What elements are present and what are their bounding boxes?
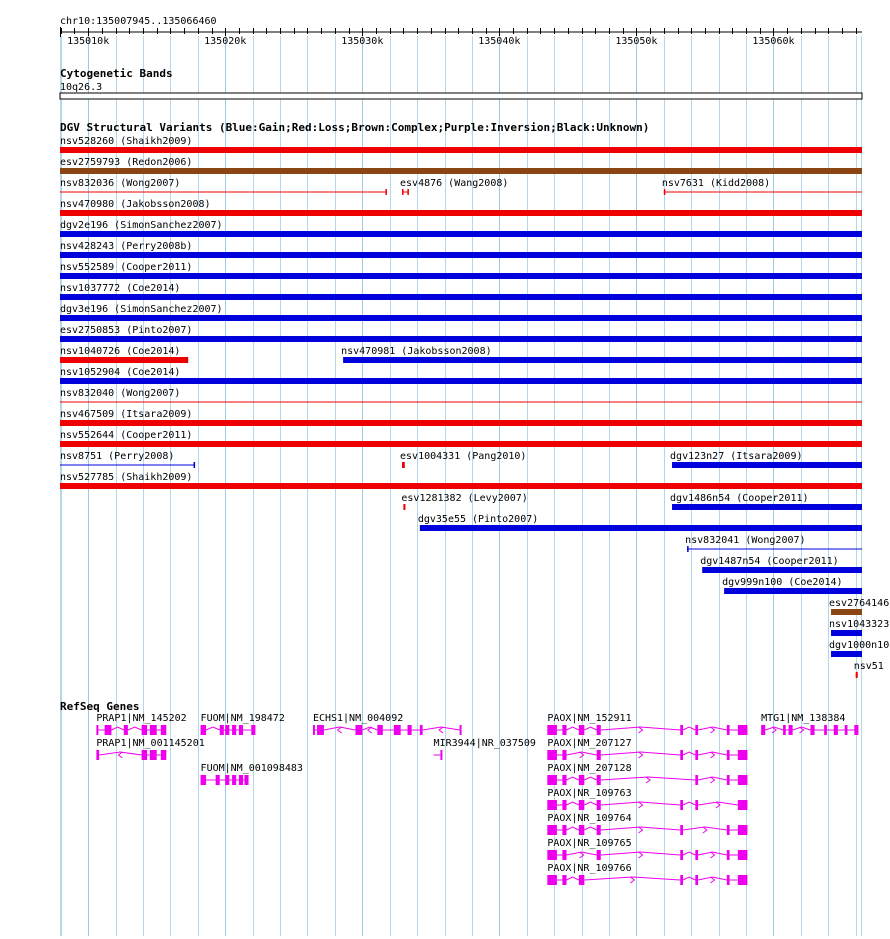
gene-exon: [562, 750, 566, 760]
gene-strand-arrow: [639, 752, 643, 758]
gene-label: FUOM|NM_198472: [200, 713, 285, 724]
gene-exon: [597, 850, 601, 860]
gene-model[interactable]: [761, 713, 858, 735]
gene-exon: [562, 725, 566, 735]
sv-feature-bar[interactable]: [403, 504, 405, 510]
sv-feature[interactable]: [60, 409, 862, 426]
refseq-genes: [96, 713, 858, 885]
sv-feature-endcap: [664, 189, 666, 195]
gene-intron: [206, 727, 220, 730]
sv-feature[interactable]: [700, 556, 862, 573]
sv-feature-endcap: [402, 189, 404, 195]
sv-feature-label: dgv2e196 (SimonSanchez2007): [60, 220, 223, 231]
gene-strand-arrow: [710, 752, 714, 758]
sv-feature[interactable]: [400, 451, 526, 468]
ruler-tick-label: 135060k: [752, 36, 795, 47]
sv-feature[interactable]: [662, 178, 862, 195]
gene-intron: [567, 777, 579, 780]
gene-exon: [727, 725, 730, 735]
gene-exon: [680, 800, 683, 810]
gene-exon: [239, 725, 243, 735]
sv-feature-endcap: [407, 189, 409, 195]
gene-exon: [597, 825, 601, 835]
gene-strand-arrow: [639, 802, 643, 808]
sv-feature-label: dgv1486n54 (Cooper2011): [670, 493, 809, 504]
ruler-tick-label: 135030k: [341, 36, 384, 47]
gene-exon: [150, 725, 157, 735]
sv-feature[interactable]: [670, 451, 862, 468]
gene-exon: [232, 725, 236, 735]
gene-exon: [547, 800, 557, 810]
sv-feature-bar[interactable]: [60, 378, 862, 384]
sv-feature-bar[interactable]: [672, 504, 862, 510]
gene-exon: [738, 725, 748, 735]
sv-feature[interactable]: [685, 535, 862, 552]
gene-exon: [845, 725, 848, 735]
gene-model[interactable]: [201, 763, 303, 785]
sv-feature-bar[interactable]: [60, 294, 862, 300]
gene-exon: [547, 825, 557, 835]
sv-feature[interactable]: [401, 493, 527, 510]
sv-feature[interactable]: [60, 430, 862, 447]
sv-feature-label: nsv7631 (Kidd2008): [661, 178, 771, 189]
sv-feature[interactable]: [60, 283, 862, 300]
sv-feature[interactable]: [60, 262, 862, 279]
gene-exon: [727, 775, 730, 785]
sv-feature-endcap: [194, 462, 196, 468]
gene-exon: [579, 825, 584, 835]
gene-exon: [420, 725, 423, 735]
sv-feature[interactable]: [829, 619, 889, 636]
gene-model[interactable]: [434, 738, 536, 760]
gene-strand-arrow: [338, 727, 342, 733]
sv-feature-bar[interactable]: [60, 210, 862, 216]
gene-exon: [579, 725, 584, 735]
gene-exon: [695, 800, 698, 810]
gene-model[interactable]: [547, 763, 747, 785]
gene-exon: [680, 750, 683, 760]
gene-label: PAOX|NR_109766: [547, 863, 632, 874]
gene-exon: [220, 725, 224, 735]
gene-exon: [547, 750, 557, 760]
refseq-track-title: RefSeq Genes: [60, 700, 140, 713]
sv-feature-bar[interactable]: [702, 567, 862, 573]
gene-model[interactable]: [547, 738, 747, 760]
gene-exon: [547, 850, 557, 860]
sv-feature[interactable]: [60, 388, 862, 403]
gene-exon: [408, 725, 412, 735]
gene-intron: [567, 877, 579, 880]
gene-exon: [547, 725, 557, 735]
gene-exon: [738, 825, 748, 835]
gene-intron: [683, 752, 695, 755]
ruler-ticks: [61, 27, 857, 47]
sv-feature-bar[interactable]: [856, 672, 858, 678]
locus-label: chr10:135007945..135066460: [60, 16, 217, 27]
sv-feature-endcap: [385, 189, 387, 195]
sv-feature-label: nsv1052904 (Coe2014): [60, 367, 181, 378]
sv-feature-bar[interactable]: [664, 192, 862, 193]
gene-model[interactable]: [96, 713, 186, 735]
gene-exon: [727, 875, 730, 885]
sv-feature-bar[interactable]: [60, 357, 188, 363]
gene-exon: [579, 775, 584, 785]
gene-exon: [695, 875, 698, 885]
cytoband-bar[interactable]: [60, 93, 862, 99]
sv-feature-bar[interactable]: [60, 168, 862, 174]
sv-feature[interactable]: [60, 325, 862, 342]
sv-feature-bar[interactable]: [60, 441, 862, 447]
gene-exon: [562, 875, 566, 885]
gene-label: PRAP1|NM_145202: [96, 713, 187, 724]
gene-exon: [695, 775, 698, 785]
sv-feature-label: nsv552589 (Cooper2011): [60, 262, 193, 273]
gene-intron: [567, 802, 579, 805]
gene-intron: [128, 727, 142, 730]
sv-feature-bar[interactable]: [672, 462, 862, 468]
gene-exon: [761, 725, 765, 735]
sv-feature-bar[interactable]: [60, 315, 862, 321]
sv-feature-label: nsv470980 (Jakobsson2008): [60, 199, 211, 210]
gene-model[interactable]: [547, 838, 747, 860]
sv-feature-bar[interactable]: [420, 525, 862, 531]
cytoband-track-title: Cytogenetic Bands: [60, 67, 173, 80]
gene-label: PRAP1|NM_001145201: [96, 738, 205, 749]
gene-exon: [216, 775, 220, 785]
gene-exon: [597, 750, 601, 760]
gene-model[interactable]: [547, 713, 747, 735]
gene-exon: [124, 725, 128, 735]
gene-exon: [547, 775, 557, 785]
sv-feature-label: dgv3e196 (SimonSanchez2007): [60, 304, 223, 315]
gene-label: ECHS1|NM_004092: [312, 713, 404, 724]
gene-exon: [783, 725, 786, 735]
sv-feature[interactable]: [60, 136, 862, 153]
sv-feature-label: nsv1037772 (Coe2014): [60, 283, 181, 294]
sv-feature-bar[interactable]: [60, 336, 862, 342]
gene-exon: [394, 725, 401, 735]
gene-strand-arrow: [118, 752, 122, 758]
gene-exon: [225, 725, 229, 735]
sv-feature-bar[interactable]: [60, 420, 862, 426]
sv-feature-bar[interactable]: [60, 231, 862, 237]
gene-label: PAOX|NR_109765: [547, 838, 632, 849]
gene-exon: [738, 800, 748, 810]
sv-feature-label: nsv527785 (Shaikh2009): [60, 472, 193, 483]
sv-feature-label: nsv51: [853, 661, 884, 672]
sv-feature[interactable]: [829, 598, 889, 615]
gene-exon: [695, 725, 698, 735]
gene-label: PAOX|NM_152911: [547, 713, 632, 724]
sv-feature[interactable]: [60, 220, 862, 237]
sv-feature-label: esv2764146: [829, 598, 890, 609]
gene-exon: [579, 875, 584, 885]
gene-model[interactable]: [201, 713, 285, 735]
sv-feature[interactable]: [60, 451, 195, 468]
sv-feature[interactable]: [829, 640, 889, 657]
gene-exon: [105, 725, 112, 735]
gene-exon: [810, 725, 814, 735]
gene-strand-arrow: [639, 727, 643, 733]
gene-intron: [683, 877, 695, 880]
sv-feature-bar[interactable]: [60, 483, 862, 489]
gene-exon: [680, 875, 683, 885]
sv-feature[interactable]: [418, 514, 862, 531]
gene-exon: [355, 725, 362, 735]
gene-exon: [727, 750, 730, 760]
sv-feature-label: esv1281382 (Levy2007): [401, 493, 528, 504]
sv-feature-label: nsv428243 (Perry2008b): [60, 241, 193, 252]
gene-exon: [225, 775, 229, 785]
sv-feature-label: nsv1040726 (Coe2014): [60, 346, 181, 357]
gene-exon: [824, 725, 827, 735]
gene-strand-arrow: [710, 852, 714, 858]
gene-strand-arrow: [646, 777, 650, 783]
gene-strand-arrow: [439, 727, 443, 733]
sv-feature-label: esv2759793 (Redon2006): [60, 157, 193, 168]
sv-feature-label: dgv1487n54 (Cooper2011): [700, 556, 839, 567]
gene-exon: [232, 775, 236, 785]
sv-feature-label: esv2750853 (Pinto2007): [60, 325, 193, 336]
gene-intron: [584, 802, 596, 805]
sv-feature-bar[interactable]: [687, 549, 862, 550]
sv-feature[interactable]: [60, 178, 387, 195]
gene-label: MIR3944|NR_037509: [433, 738, 536, 749]
gene-exon: [96, 750, 99, 760]
gene-exon: [854, 725, 858, 735]
gene-exon: [680, 825, 683, 835]
refseq-track: [60, 700, 858, 885]
gene-exon: [142, 750, 147, 760]
ruler-tick-label: 135040k: [478, 36, 521, 47]
sv-feature-bar[interactable]: [831, 630, 862, 636]
gene-label: PAOX|NM_207127: [547, 738, 632, 749]
gene-exon: [96, 725, 98, 735]
gene-strand-arrow: [710, 727, 714, 733]
gene-exon: [150, 750, 157, 760]
sv-feature[interactable]: [400, 178, 508, 195]
sv-feature-label: esv4876 (Wang2008): [400, 178, 509, 189]
sv-feature-label: nsv832041 (Wong2007): [685, 535, 806, 546]
gene-model[interactable]: [547, 813, 747, 835]
dgv-track-title: DGV Structural Variants (Blue:Gain;Red:Loss;Brown:Complex;Purple:Inversion;Black:Unknown): [60, 121, 650, 134]
gene-intron: [567, 727, 579, 730]
gene-exon: [562, 775, 566, 785]
gene-exon: [727, 825, 730, 835]
gene-label: MTG1|NM_138384: [761, 713, 846, 724]
sv-feature[interactable]: [60, 472, 862, 489]
gene-intron: [683, 727, 695, 730]
gene-exon: [377, 725, 382, 735]
gene-exon: [738, 750, 748, 760]
sv-feature-label: dgv123n27 (Itsara2009): [670, 451, 803, 462]
gene-exon: [562, 825, 566, 835]
gene-strand-arrow: [710, 877, 714, 883]
ruler-tick-label: 135050k: [615, 36, 658, 47]
sv-feature-label: nsv528260 (Shaikh2009): [60, 136, 193, 147]
sv-feature-bar[interactable]: [60, 192, 387, 193]
sv-feature-bar[interactable]: [343, 357, 862, 363]
sv-feature[interactable]: [60, 367, 862, 384]
gene-exon: [244, 775, 248, 785]
sv-feature-label: nsv1043323: [829, 619, 890, 630]
gene-exon: [251, 725, 255, 735]
gene-strand-arrow: [710, 777, 714, 783]
gene-exon: [680, 850, 683, 860]
gene-exon: [562, 850, 566, 860]
gene-intron: [584, 827, 596, 830]
gene-exon: [834, 725, 838, 735]
sv-feature-bar[interactable]: [60, 252, 862, 258]
gene-exon: [597, 800, 601, 810]
sv-feature-label: dgv999n100 (Coe2014): [722, 577, 843, 588]
gene-exon: [547, 875, 557, 885]
sv-feature-label: nsv552644 (Cooper2011): [60, 430, 193, 441]
gene-exon: [738, 850, 748, 860]
gene-intron: [567, 827, 579, 830]
gene-exon: [597, 725, 601, 735]
cytoband-label: 10q26.3: [60, 82, 103, 93]
gene-exon: [317, 725, 324, 735]
dgv-track: [60, 121, 889, 678]
gene-intron: [683, 852, 695, 855]
gene-exon: [789, 725, 793, 735]
ruler-tick-label: 135010k: [67, 36, 110, 47]
sv-feature-label: nsv467509 (Itsara2009): [60, 409, 193, 420]
dgv-features: [60, 136, 889, 678]
gene-exon: [142, 725, 147, 735]
gene-exon: [201, 725, 206, 735]
sv-feature[interactable]: [60, 346, 188, 363]
gene-exon: [695, 750, 698, 760]
gene-label: FUOM|NM_001098483: [200, 763, 303, 774]
gene-intron: [111, 727, 123, 730]
sv-feature-label: nsv832036 (Wong2007): [60, 178, 181, 189]
sv-feature-label: nsv832040 (Wong2007): [60, 388, 181, 399]
sv-feature-label: nsv470981 (Jakobsson2008): [341, 346, 492, 357]
gene-strand-arrow: [703, 827, 707, 833]
sv-feature-label: dgv35e55 (Pinto2007): [417, 514, 539, 525]
gene-exon: [161, 725, 166, 735]
sv-feature-label: dgv1000n10: [829, 640, 890, 651]
gene-exon: [239, 775, 243, 785]
gene-exon: [562, 800, 566, 810]
sv-feature[interactable]: [60, 241, 862, 258]
sv-feature-bar[interactable]: [60, 402, 862, 403]
gene-strand-arrow: [639, 852, 643, 858]
sv-feature-bar[interactable]: [60, 147, 862, 153]
gene-model[interactable]: [547, 863, 747, 885]
gene-exon: [460, 725, 462, 735]
sv-feature[interactable]: [341, 346, 862, 363]
gene-model[interactable]: [96, 738, 204, 760]
ruler-tick-label: 135020k: [204, 36, 247, 47]
sv-feature-label: nsv8751 (Perry2008): [60, 451, 175, 462]
gene-exon: [738, 775, 748, 785]
gene-exon: [680, 725, 683, 735]
gene-exon: [201, 775, 206, 785]
gene-exon: [727, 850, 730, 860]
gene-label: PAOX|NM_207128: [547, 763, 632, 774]
gene-strand-arrow: [630, 877, 634, 883]
sv-feature[interactable]: [722, 577, 862, 594]
gene-intron: [584, 777, 596, 780]
gene-model[interactable]: [547, 788, 747, 810]
sv-feature-bar[interactable]: [60, 465, 195, 466]
gene-intron: [683, 802, 695, 805]
sv-feature[interactable]: [854, 661, 884, 678]
gene-exon: [440, 750, 442, 760]
sv-feature-bar[interactable]: [402, 462, 405, 468]
gene-intron: [584, 727, 596, 730]
sv-feature-bar[interactable]: [724, 588, 862, 594]
gene-label: PAOX|NR_109763: [547, 788, 632, 799]
gene-exon: [313, 725, 315, 735]
gene-exon: [597, 775, 601, 785]
sv-feature-endcap: [687, 546, 689, 552]
gene-strand-arrow: [639, 827, 643, 833]
gene-exon: [695, 850, 698, 860]
sv-feature-bar[interactable]: [831, 651, 862, 657]
sv-feature[interactable]: [60, 157, 862, 174]
gene-exon: [161, 750, 166, 760]
ruler[interactable]: [60, 16, 862, 47]
gene-label: PAOX|NR_109764: [547, 813, 632, 824]
sv-feature-bar[interactable]: [831, 609, 862, 615]
gene-exon: [738, 875, 748, 885]
cytoband-track: [60, 67, 862, 99]
gene-exon: [579, 800, 584, 810]
sv-feature[interactable]: [60, 199, 862, 216]
sv-feature[interactable]: [670, 493, 862, 510]
sv-feature-bar[interactable]: [60, 273, 862, 279]
sv-feature[interactable]: [60, 304, 862, 321]
sv-feature-label: esv1004331 (Pang2010): [400, 451, 527, 462]
